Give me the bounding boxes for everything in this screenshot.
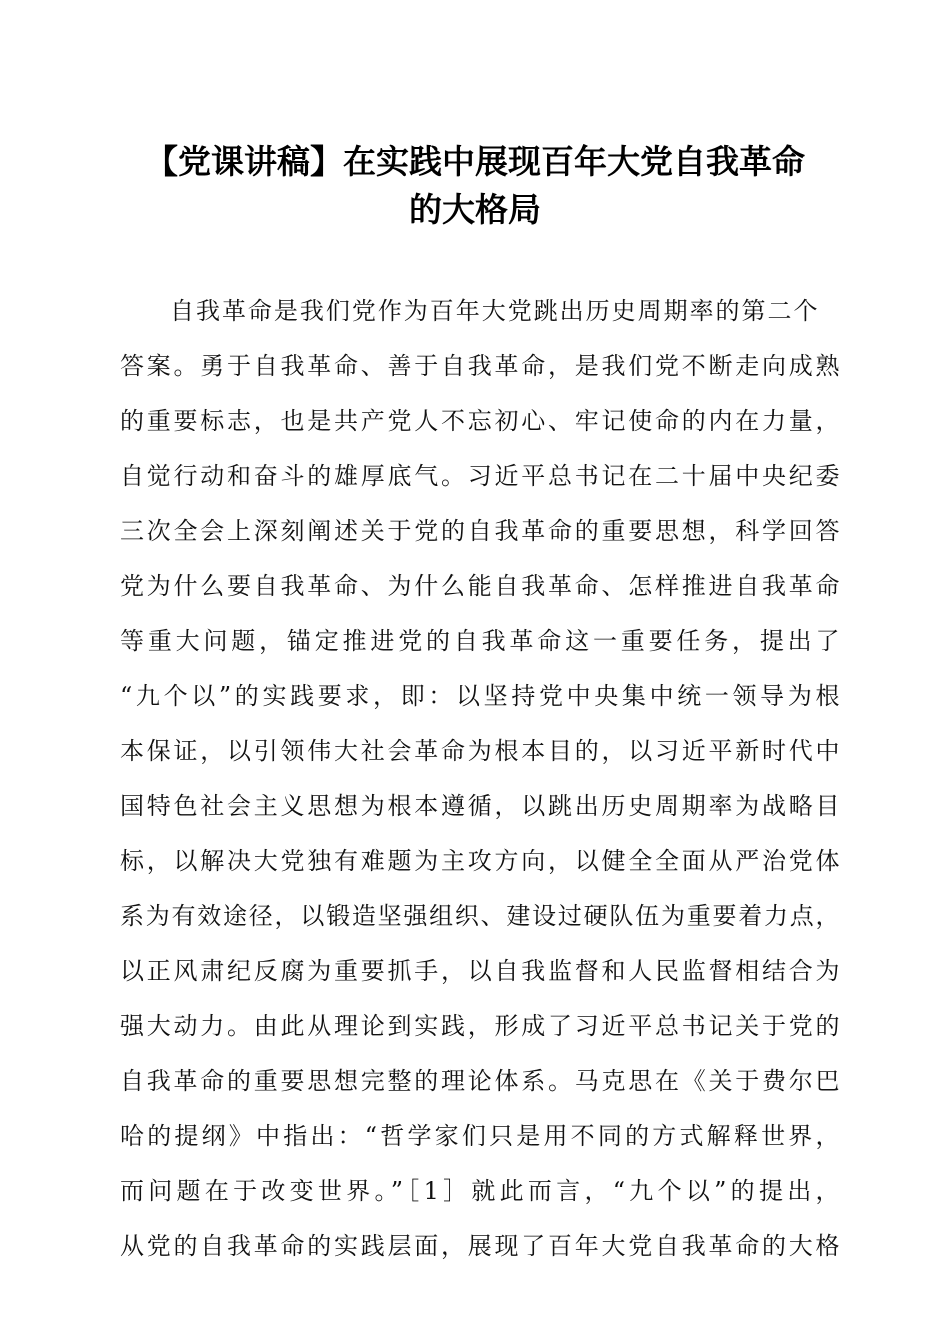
body-line: 以正风肃纪反腐为重要抓手，以自我监督和人民监督相结合为 [120,957,840,985]
body-line: 从党的自我革命的实践层面，展现了百年大党自我革命的大格 [120,1232,840,1260]
body-line: 自我革命的重要思想完整的理论体系。马克思在《关于费尔巴 [120,1067,840,1095]
body-line: 自我革命是我们党作为百年大党跳出历史周期率的第二个 [170,297,818,325]
body-line: “九个以”的实践要求，即：以坚持党中央集中统一领导为根 [120,682,840,710]
body-line: 国特色社会主义思想为根本遵循，以跳出历史周期率为战略目 [120,792,840,820]
body-line: 而问题在于改变世界。”［1］就此而言，“九个以”的提出， [120,1177,840,1205]
body-line: 标，以解决大党独有难题为主攻方向，以健全全面从严治党体 [120,847,840,875]
body-line: 的重要标志，也是共产党人不忘初心、牢记使命的内在力量， [120,407,840,435]
body-line: 答案。勇于自我革命、善于自我革命，是我们党不断走向成熟 [120,352,840,380]
body-line: 党为什么要自我革命、为什么能自我革命、怎样推进自我革命 [120,572,840,600]
body-line: 本保证，以引领伟大社会革命为根本目的，以习近平新时代中 [120,737,840,765]
document-title-line-2: 的大格局 [409,190,541,229]
body-line: 三次全会上深刻阐述关于党的自我革命的重要思想，科学回答 [120,517,840,545]
body-line: 等重大问题，锚定推进党的自我革命这一重要任务，提出了 [120,627,840,655]
body-line: 系为有效途径，以锻造坚强组织、建设过硬队伍为重要着力点， [120,902,840,930]
body-line: 哈的提纲》中指出：“哲学家们只是用不同的方式解释世界， [120,1122,840,1150]
document-title-line-1: 【党课讲稿】在实践中展现百年大党自我革命 [145,142,805,181]
body-line: 自觉行动和奋斗的雄厚底气。习近平总书记在二十届中央纪委 [120,462,840,490]
body-line: 强大动力。由此从理论到实践，形成了习近平总书记关于党的 [120,1012,840,1040]
